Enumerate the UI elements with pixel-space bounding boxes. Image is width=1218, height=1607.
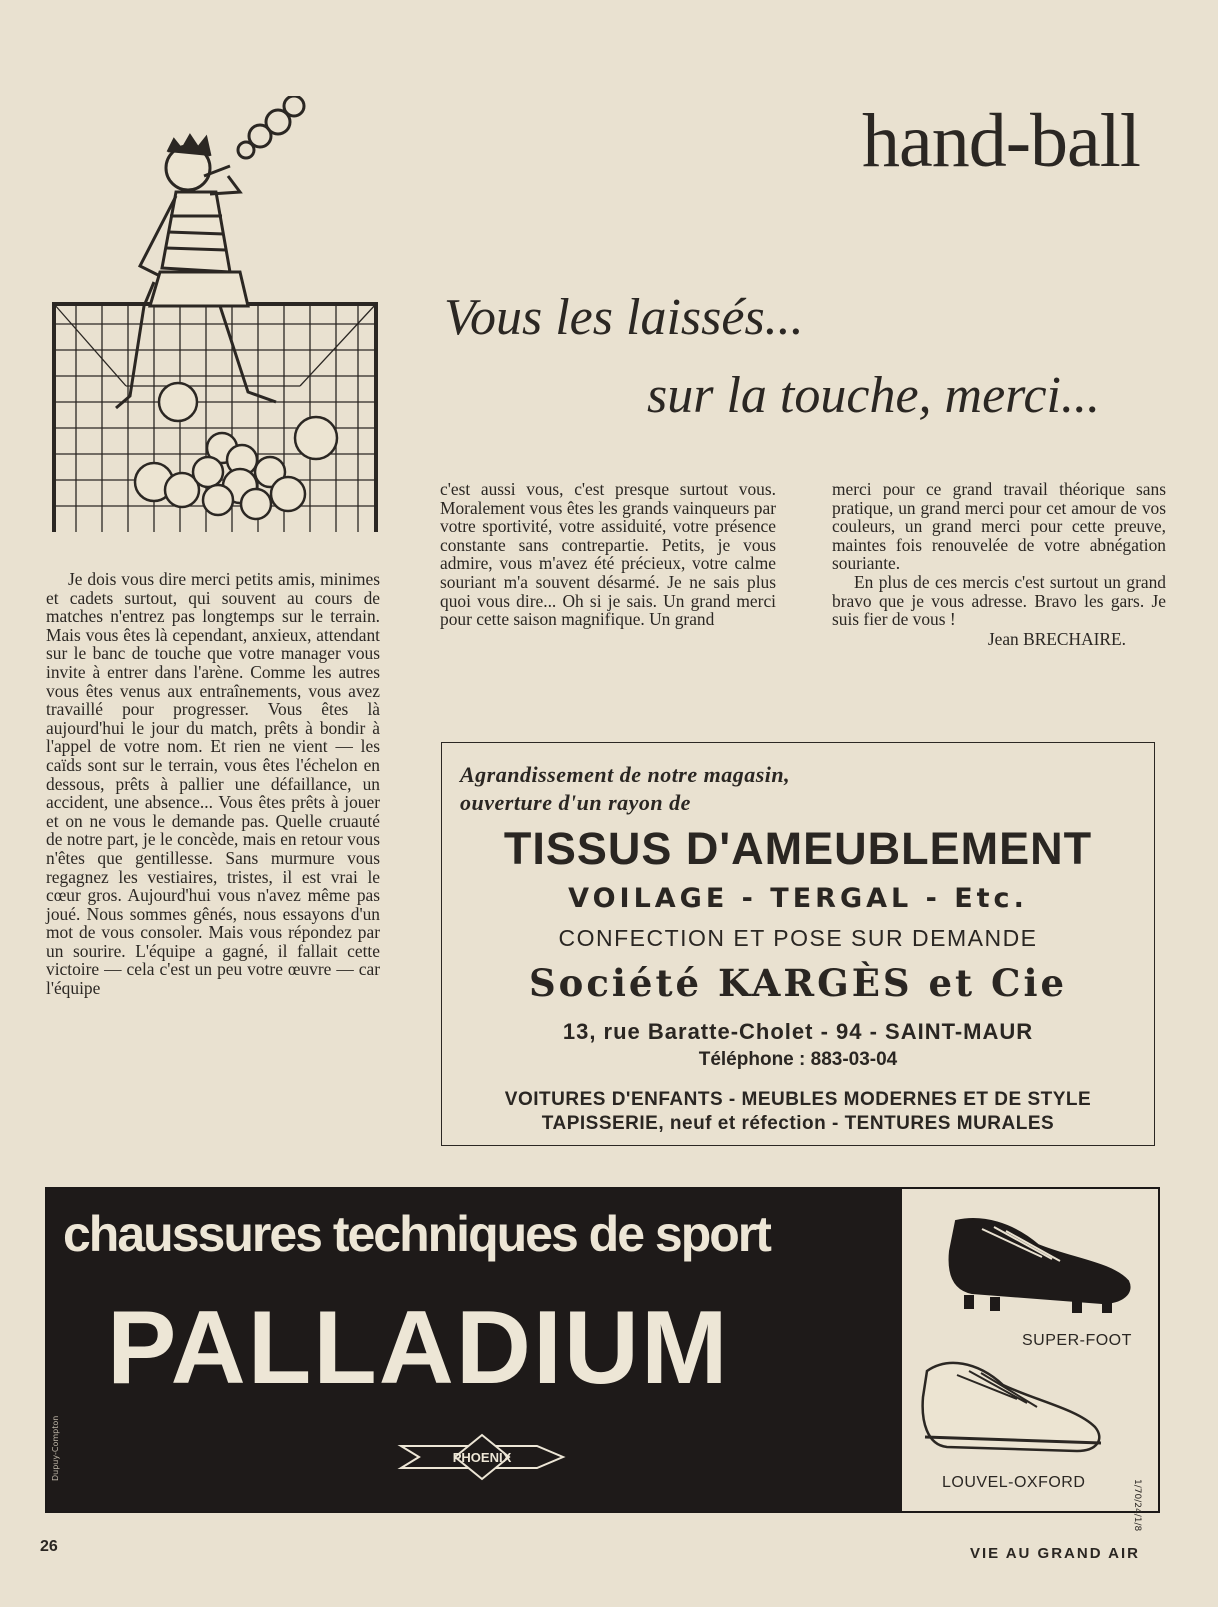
karges-advertisement [441, 742, 1155, 1146]
ad-intro-line-1: Agrandissement de notre magasin, [460, 762, 791, 787]
ad-service: CONFECTION ET POSE SUR DEMANDE [558, 925, 1038, 951]
super-foot-shoe-icon [942, 1211, 1142, 1316]
headline-line-2: sur la touche, merci... [647, 367, 1100, 424]
ad-credit: Dupuy-Compton [51, 1415, 60, 1481]
ad-subline: VOILAGE - TERGAL - Etc. [568, 883, 1028, 914]
ad-headline: TISSUS D'AMEUBLEMENT [503, 823, 1093, 874]
shoe-label-super-foot: SUPER-FOOT [1022, 1332, 1132, 1349]
phoenix-logo-icon [397, 1432, 567, 1482]
shoe-label-louvel-oxford: LOUVEL-OXFORD [942, 1474, 1086, 1491]
magazine-name: VIE AU GRAND AIR [969, 1545, 1140, 1562]
ad-slogan: chaussures techniques de sport [63, 1206, 770, 1262]
author-signature: Jean BRECHAIRE. [987, 628, 1126, 649]
headline-line-1: Vous les laissés... [444, 289, 804, 346]
ad-intro-line-2: ouverture d'un rayon de [460, 790, 691, 815]
article-column-1 [46, 570, 380, 998]
handball-goalkeeper-illustration [50, 96, 390, 546]
page-number: 26 [40, 1538, 58, 1555]
ad-products-line-1: VOITURES D'ENFANTS - MEUBLES MODERNES ET DE STYLE [504, 1089, 1092, 1110]
ad-brand: PALLADIUM [107, 1290, 730, 1406]
article-column-3 [832, 480, 1166, 648]
article-paragraph: Je dois vous dire merci petits amis, minimes et cadets surtout, qui souvent au cours de matches n'entrez pas longtemps sur le terrain. Mais vous êtes là cependant, anxieux, attendant sur le banc de touche que votre manager vous invite à entrer dans l'arène. Comme les autres vous êtes venus aux entraînements, vous avez travaillé pour progresser. Vous êtes là aujourd'hui le jour du match, prêts à bondir à l'appel de votre nom. Et rien ne vient — les caïds sont sur le terrain, vous êtes l'échelon en dessous, prêts à pallier une défaillance, un accident, une absence... Vous êtes prêts à jouer et on ne vous le demande pas. Quelle cruauté de notre part, je le concède, mais en retour vous n'êtes que gentillesse. Sans murmure vous regagnez les vestiaires, tristes, il est vrai le cœur gros. Aujourd'hui vous n'avez même pas joué. Nous sommes gênés, nous essayons d'un mot de vous consoler. Mais vous répondez par un sourire. L'équipe a gagné, il fallait cette victoire — cela c'est un peu votre œuvre — car l'équipe [46, 569, 380, 999]
logo-text: PHOENIX [452, 1450, 512, 1465]
section-title: hand-ball [861, 99, 1140, 183]
ad-company-name: Société KARGÈS et Cie [528, 961, 1068, 1005]
louvel-oxford-shoe-icon [917, 1351, 1117, 1461]
article-paragraph: c'est aussi vous, c'est presque surtout vous. Moralement vous êtes les grands vainqueurs par votre sportivité, votre assiduité, votre présence constante sans contrepartie. Petits, je vous admire, vous m'avez été précieux, votre calme souriant m'a souvent désarmé. Je ne sais plus quoi vous dire... Oh si je sais. Un grand merci pour cette saison magnifique. Un grand [440, 479, 776, 630]
palladium-advertisement [45, 1187, 1160, 1532]
ad-code: 1/70/24/1/8 [1132, 1479, 1142, 1532]
ad-phone: Téléphone : 883-03-04 [698, 1049, 898, 1070]
article-column-2 [440, 480, 776, 629]
article-paragraph: En plus de ces mercis c'est surtout un grand bravo que je vous adresse. Bravo les gars. Je suis fier de vous ! [832, 571, 1166, 630]
ad-address: 13, rue Baratte-Cholet - 94 - SAINT-MAUR [562, 1019, 1034, 1044]
ad-intro [460, 761, 790, 817]
article-paragraph: merci pour ce grand travail théorique sans pratique, un grand merci pour cet amour de vos couleurs, un grand merci pour cette preuve, maintes fois renouvelée de votre abnégation souriante. [832, 479, 1166, 574]
ad-products-line-2: TAPISSERIE, neuf et réfection - TENTURES MURALES [541, 1113, 1055, 1134]
